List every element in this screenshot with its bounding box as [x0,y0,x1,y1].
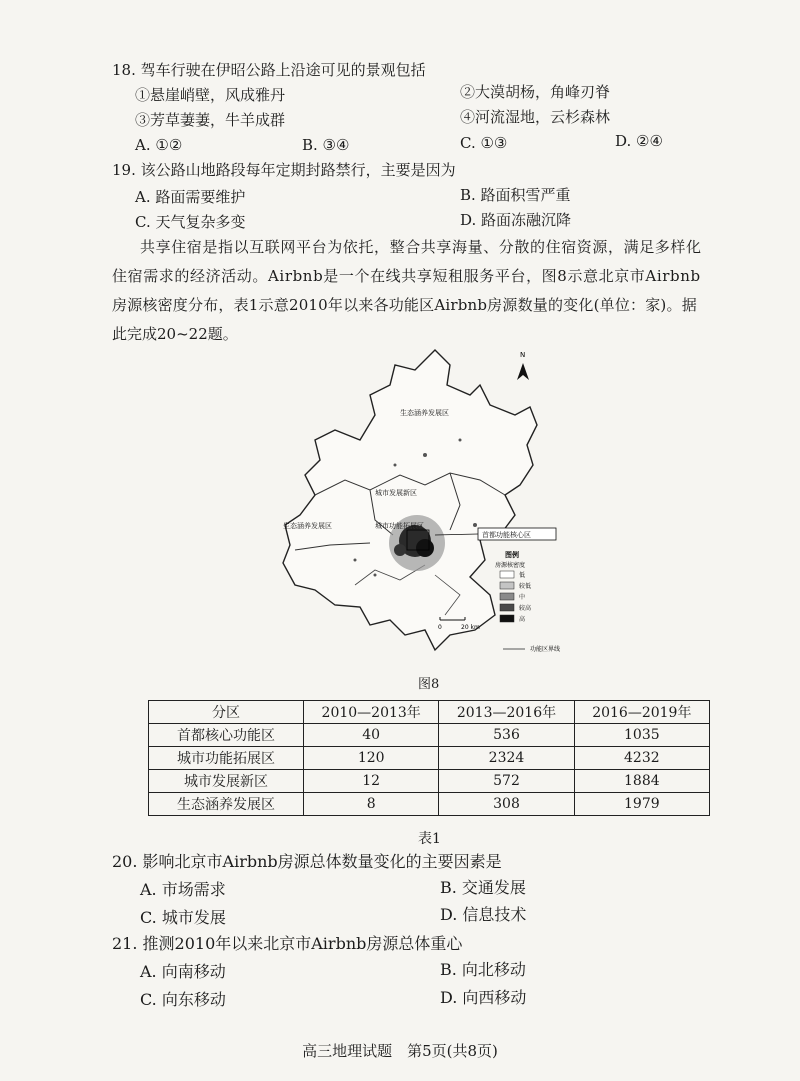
table-cell: 4232 [574,747,709,770]
table-cell: 城市功能拓展区 [149,747,304,770]
page-footer: 高三地理试题 第5页(共8页) [302,1042,498,1060]
q18-option-d: D. ②④ [615,132,663,150]
q20-option-c: C. 城市发展 [140,908,226,927]
table-header: 2013—2016年 [439,701,574,724]
table-cell: 生态涵养发展区 [149,793,304,816]
intro-line-2: 住宿需求的经济活动。Airbnb是一个在线共享短租服务平台，图8示意北京市Airbnb [112,267,701,285]
beijing-boundary [283,350,537,650]
label-urban-new: 城市发展新区 [375,489,417,497]
q21-option-d: D. 向西移动 [440,988,527,1007]
beijing-density-map [275,345,575,660]
label-eco-west: 生态涵养发展区 [283,522,332,530]
table-row [149,770,710,793]
airbnb-table [148,700,710,816]
svg-text:中: 中 [519,594,526,601]
svg-text:功能区界线: 功能区界线 [530,646,561,653]
svg-text:20 km: 20 km [461,624,480,631]
svg-text:高: 高 [519,616,526,623]
table-cell: 首都核心功能区 [149,724,304,747]
svg-text:低: 低 [519,572,526,579]
table-header: 分区 [149,701,304,724]
intro-line-4: 此完成20~22题。 [112,325,238,343]
svg-text:较高: 较高 [519,605,532,612]
figure-caption: 图8 [418,677,440,692]
table-cell: 12 [304,770,439,793]
q18-stem: 18. 驾车行驶在伊昭公路上沿途可见的景观包括 [112,61,426,79]
q21-option-b: B. 向北移动 [440,960,526,979]
svg-text:房源核密度: 房源核密度 [495,562,526,569]
table-cell: 8 [304,793,439,816]
q18-option-a: A. ①② [135,136,183,154]
table-header-row [149,701,710,724]
q19-option-b: B. 路面积雪严重 [460,186,571,204]
intro-line-1: 共享住宿是指以互联网平台为依托，整合共享海量、分散的住宿资源，满足多样化 [140,238,702,256]
table-cell: 572 [439,770,574,793]
label-func-expand: 城市功能拓展区 [375,522,424,530]
q20-stem: 20. 影响北京市Airbnb房源总体数量变化的主要因素是 [112,852,502,871]
table-cell: 40 [304,724,439,747]
table-cell: 308 [439,793,574,816]
table-row [149,793,710,816]
table-cell: 1884 [574,770,709,793]
q19-option-a: A. 路面需要维护 [135,188,246,206]
q18-option-c: C. ①③ [460,134,508,152]
q21-option-c: C. 向东移动 [140,990,226,1009]
table-cell: 1979 [574,793,709,816]
svg-text:N: N [520,351,526,359]
map-legend [495,550,560,653]
table-cell: 120 [304,747,439,770]
table-cell: 536 [439,724,574,747]
q18-item-4: ④河流湿地，云杉森林 [460,108,611,126]
q18-item-2: ②大漠胡杨，角峰刃脊 [460,83,611,101]
q18-option-b: B. ③④ [302,136,350,154]
table-caption: 表1 [418,831,441,847]
q20-option-d: D. 信息技术 [440,905,527,924]
table-row [149,747,710,770]
q20-option-a: A. 市场需求 [140,880,226,899]
q19-option-d: D. 路面冻融沉降 [460,211,572,229]
svg-text:较低: 较低 [519,583,532,590]
table-header: 2016—2019年 [574,701,709,724]
q18-item-1: ①悬崖峭壁，风成雅丹 [135,86,286,104]
q21-stem: 21. 推测2010年以来北京市Airbnb房源总体重心 [112,934,463,953]
q18-item-3: ③芳草萋萋，牛羊成群 [135,111,286,129]
q20-option-b: B. 交通发展 [440,878,526,897]
q19-option-c: C. 天气复杂多变 [135,213,246,231]
q21-option-a: A. 向南移动 [140,962,226,981]
label-core: 首都功能核心区 [482,531,531,539]
table-cell: 2324 [439,747,574,770]
table-header: 2010—2013年 [304,701,439,724]
table-cell: 城市发展新区 [149,770,304,793]
svg-text:0: 0 [438,624,442,631]
svg-text:图例: 图例 [505,551,519,559]
table-cell: 1035 [574,724,709,747]
table-row [149,724,710,747]
q19-stem: 19. 该公路山地路段每年定期封路禁行，主要是因为 [112,161,456,179]
label-eco-north: 生态涵养发展区 [400,409,449,417]
intro-line-3: 房源核密度分布，表1示意2010年以来各功能区Airbnb房源数量的变化(单位：家)。据 [112,296,697,314]
north-arrow-icon [517,351,529,380]
